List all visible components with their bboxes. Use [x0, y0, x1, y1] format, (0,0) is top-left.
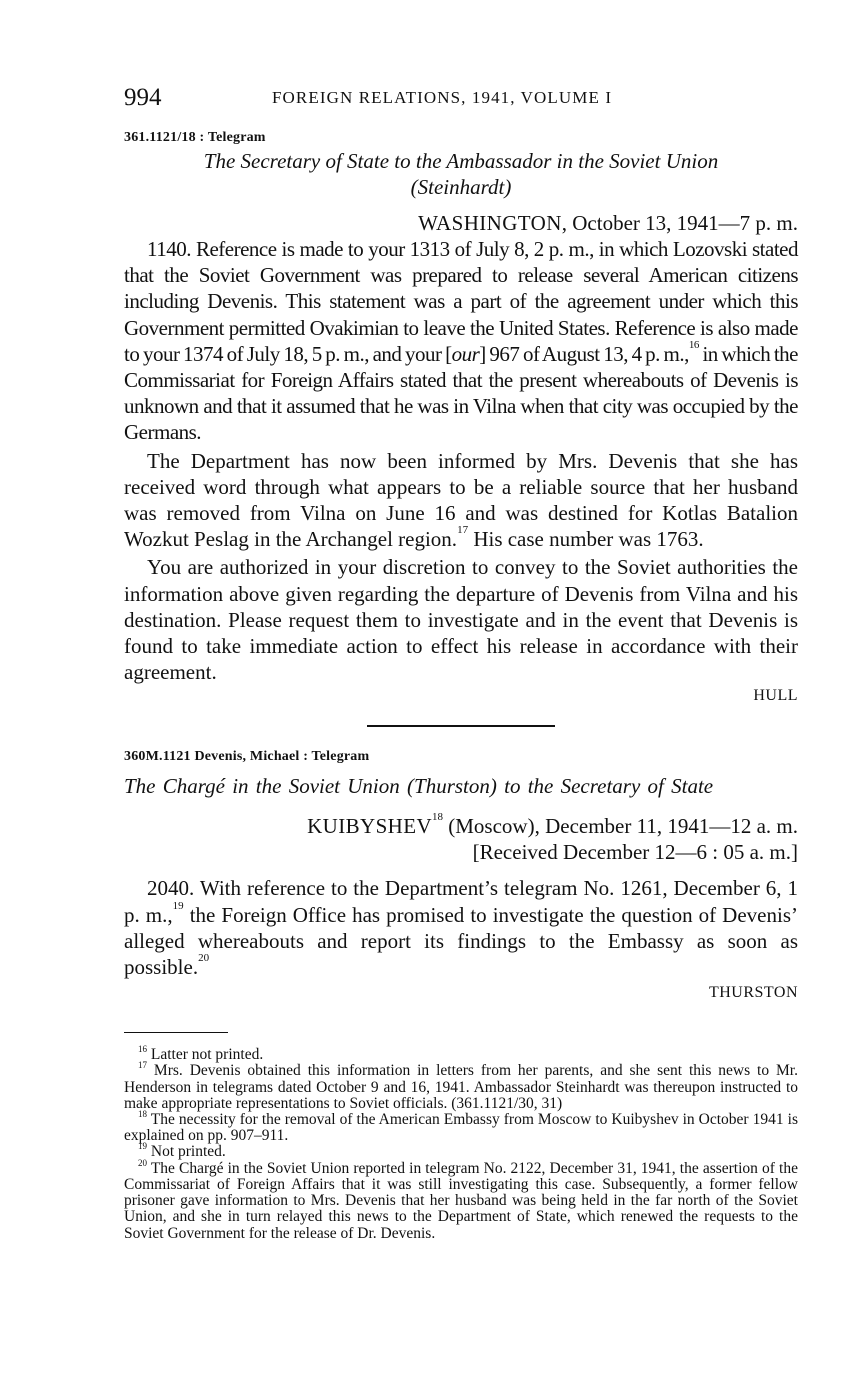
footnote: [124, 1044, 798, 1064]
dateline-date: (Moscow), December 11, 1941—12 a. m.: [443, 814, 798, 839]
footnote-text: The Chargé in the Soviet Union reported in telegram No. 2122, December 31, 1941, the assertion of the Commissariat of Foreign Affairs that it was still investigating this case. Subsequently, a former fellow prisoner gave information to Mrs. Devenis that her husband was being held in the far north of the Soviet Union, and she in turn relayed this news to the Department of State, which renewed the requests to the Soviet Government for the release of Dr. Devenis.: [124, 1159, 798, 1242]
document-heading: The Chargé in the Soviet Union (Thurston) to the Secretary of State: [124, 774, 714, 799]
body-paragraph: [124, 448, 798, 553]
page-number: 994: [124, 84, 162, 111]
signature: THURSTON: [708, 984, 798, 1002]
footnote: [124, 1141, 798, 1161]
footnote-marker: 20: [198, 952, 210, 965]
footnote-rule: [124, 1032, 228, 1033]
running-title: FOREIGN RELATIONS, 1941, VOLUME I: [272, 88, 613, 107]
text-run: in which the Commissariat for Foreign Affairs stated that the present whereabouts of Devenis is unknown and that it assumed that he was in Vilna when that city was occupied by the Germans.: [124, 341, 798, 445]
footnote-marker: 18: [432, 811, 444, 824]
footnotes: [124, 1044, 798, 1242]
text-run: You are authorized in your discretion to convey to the Soviet authorities the information above given regarding the departure of Devenis from Vilna and his destination. Please request them to investigate and in the event that Devenis is found to take immediate action to effect his release in accordance with their agreement.: [124, 555, 798, 685]
footnote-number: 17: [138, 1060, 147, 1071]
text-run: the Foreign Office has promised to investigate the question of Devenis’ alleged whereabouts and report its findings to the Embassy as soon as possible.: [124, 902, 798, 980]
footnote-number: 20: [138, 1157, 147, 1168]
text-run: The Department has now been informed by Mrs. Devenis that she has received word through what appears to be a reliable source that her husband was removed from Vilna on June 16 and was destined for Kotlas Batalion Wozkut Peslag in the Archangel region.: [124, 448, 798, 552]
footnote-marker: 19: [172, 899, 184, 912]
footnote-marker: 16: [688, 338, 699, 351]
document-heading: [124, 148, 798, 200]
document-page: [124, 84, 798, 1242]
dateline-place: WASHINGTON: [418, 211, 562, 235]
heading-line: The Secretary of State to the Ambassador in the Soviet Union: [203, 149, 719, 173]
dateline: [124, 813, 798, 839]
text-run: 2040. With reference to the Department’s telegram No. 1261, December 6, 1 p. m.,: [124, 876, 798, 927]
footnote-marker: 17: [457, 524, 469, 537]
dateline-place: KUIBYSHEV: [307, 814, 433, 839]
footnote-text: Not printed.: [150, 1143, 226, 1161]
dateline-date: , October 13, 1941—7 p. m.: [561, 211, 798, 235]
footnote-number: 18: [138, 1109, 147, 1120]
text-run: His case number was 1763.: [468, 527, 704, 552]
dateline: [124, 210, 798, 236]
footnote: [124, 1109, 798, 1145]
body-paragraph: [124, 236, 798, 446]
text-run: 1140. Reference is made to your 1313 of July 8, 2 p. m., in which Lozovski stated that the Soviet Government was prepared to release several American citizens including Devenis. This statement was a part of the agreement under which this Government permitted Ovakimian to leave the United States. Reference is also made to your 1374 of July 18, 5 p. m., and your [: [124, 237, 798, 366]
file-reference: 361.1121/18 : Telegram: [124, 130, 266, 145]
received-line: [Received December 12—6 : 05 a. m.]: [472, 840, 798, 865]
text-run-italic: our: [451, 341, 480, 366]
footnote: [124, 1060, 798, 1112]
body-paragraph: [124, 554, 798, 685]
body-paragraph: [124, 875, 798, 980]
heading-line: (Steinhardt): [410, 175, 512, 199]
section-divider: [367, 725, 555, 727]
text-run: ] 967 of August 13, 4 p. m.,: [479, 341, 689, 366]
signature: HULL: [753, 687, 798, 705]
running-header: [124, 84, 798, 116]
footnote-number: 16: [138, 1044, 147, 1055]
footnote-number: 19: [138, 1141, 147, 1152]
footnote-text: Mrs. Devenis obtained this information in letters from her parents, and she sent this news to Mr. Henderson in telegrams dated October 9 and 16, 1941. Ambassador Steinhardt was thereupon instructed to make appropriate representations to Soviet officials. (361.1121/30, 31): [124, 1062, 798, 1112]
file-reference: 360M.1121 Devenis, Michael : Telegram: [124, 749, 370, 765]
footnote: [124, 1157, 798, 1242]
footnote-text: Latter not printed.: [150, 1046, 264, 1064]
footnote-text: The necessity for the removal of the American Embassy from Moscow to Kuibyshev in October 1941 is explained on pp. 907–911.: [124, 1111, 798, 1145]
